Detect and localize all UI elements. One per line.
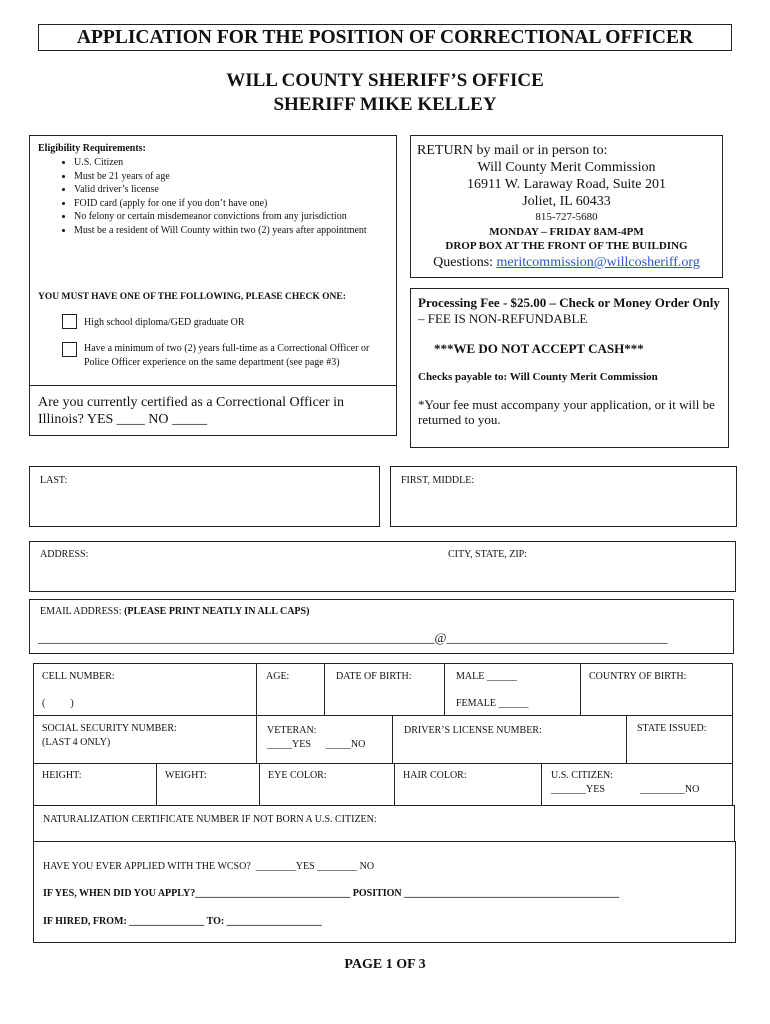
male-option[interactable]: MALE ______ [456,671,517,682]
experience-option-label: Have a minimum of two (2) years full-time as a Correctional Officer or Police Officer experience on the same department (see page #3) [84,343,370,368]
cell-number-label: CELL NUMBER: [42,671,115,682]
cell-number-field[interactable] [33,663,257,716]
license-label: DRIVER’S LICENSE NUMBER: [404,725,542,736]
fee-box [410,288,729,448]
weight-field[interactable] [156,763,260,806]
naturalization-label: NATURALIZATION CERTIFICATE NUMBER IF NOT BORN A U.S. CITIZEN: [43,814,377,825]
form-title-box [38,24,732,51]
sex-field [444,663,581,716]
age-label: AGE: [266,671,290,682]
email-label [40,606,309,617]
when-applied-line[interactable]: IF YES, WHEN DID YOU APPLY?_______________________________ POSITION ___________________________________________ [43,888,620,899]
naturalization-field[interactable] [33,805,735,842]
checks-payable: Checks payable to: Will County Merit Commission [418,371,658,383]
state-issued-label: STATE ISSUED: [637,723,707,734]
fee-amount: Processing Fee - $25.00 – Check or Money Order Only [418,295,720,310]
height-label: HEIGHT: [42,770,82,781]
eligibility-list [30,156,404,237]
email-field[interactable] [29,599,734,654]
list-item: • Must be a resident of Will County within two (2) years after appointment [74,224,404,238]
cell-area-code: ( ) [42,698,74,709]
eligibility-box [29,135,397,386]
last-name-field[interactable] [29,466,380,527]
diploma-checkbox[interactable] [62,314,77,329]
certified-answer[interactable]: Illinois? YES ____ NO _____ [38,412,208,427]
experience-checkbox[interactable] [62,342,77,357]
hair-color-field[interactable] [394,763,542,806]
ssn-field[interactable] [33,715,257,764]
height-field[interactable] [33,763,157,806]
questions-label: Questions: [433,255,497,270]
check-one-heading: YOU MUST HAVE ONE OF THE FOLLOWING, PLEASE CHECK ONE: [38,292,346,302]
applied-before-question[interactable]: HAVE YOU EVER APPLIED WITH THE WCSO? ________YES ________ NO [43,861,375,872]
age-field[interactable] [256,663,325,716]
hair-color-label: HAIR COLOR: [403,770,467,781]
email-label-text: EMAIL ADDRESS: [40,606,125,617]
first-middle-field[interactable] [390,466,737,527]
us-citizen-options[interactable]: _______YES _________NO [551,784,700,795]
veteran-label: VETERAN: [267,725,317,736]
eligibility-heading: Eligibility Requirements: [38,143,146,154]
page-number: PAGE 1 OF 3 [344,957,426,972]
address-field[interactable] [29,541,736,592]
state-issued-field[interactable] [626,715,733,764]
no-cash-notice: ***WE DO NOT ACCEPT CASH*** [434,341,644,356]
merit-email-link[interactable]: meritcommission@willcosheriff.org [496,255,700,270]
form-title: APPLICATION FOR THE POSITION OF CORRECTIONAL OFFICER [76,27,694,48]
diploma-option-label: High school diploma/GED graduate OR [84,317,245,328]
return-lead: RETURN by mail or in person to: [417,143,608,158]
eye-color-field[interactable] [259,763,395,806]
address-label: ADDRESS: [40,549,89,560]
fee-line [418,295,722,327]
return-org: Will County Merit Commission [477,160,656,175]
city-state-zip-label: CITY, STATE, ZIP: [448,549,528,560]
country-label: COUNTRY OF BIRTH: [589,671,687,682]
country-of-birth-field[interactable] [580,663,733,716]
return-dropbox: DROP BOX AT THE FRONT OF THE BUILDING [445,240,688,252]
certified-question: Are you currently certified as a Correctional Officer in [38,395,345,410]
eye-color-label: EYE COLOR: [268,770,327,781]
dob-field[interactable] [324,663,445,716]
last-name-label: LAST: [40,475,68,486]
list-item: • FOID card (apply for one if you don’t have one) [74,197,404,211]
prior-application-box [33,841,736,943]
return-hours: MONDAY – FRIDAY 8AM-4PM [489,226,644,238]
email-line[interactable]: _____________________________________________________________@__________________________________ [38,630,668,645]
us-citizen-field [541,763,733,806]
veteran-options[interactable]: _____YES _____NO [267,739,366,750]
return-info-box [410,135,723,278]
office-name: WILL COUNTY SHERIFF’S OFFICE [226,70,544,91]
hired-dates-line[interactable]: IF HIRED, FROM: _______________ TO: ___________________ [43,916,322,927]
dob-label: DATE OF BIRTH: [336,671,412,682]
first-middle-label: FIRST, MIDDLE: [401,475,475,486]
list-item: • U.S. Citizen [74,156,404,170]
sheriff-name: SHERIFF MIKE KELLEY [273,94,497,115]
fee-note: *Your fee must accompany your application, or it will be returned to you. [418,397,715,427]
list-item: • Must be 21 years of age [74,170,404,184]
female-option[interactable]: FEMALE ______ [456,698,529,709]
return-phone: 815-727-5680 [535,211,598,223]
list-item: • No felony or certain misdemeanor convictions from any jurisdiction [74,210,404,224]
drivers-license-field[interactable] [392,715,627,764]
return-questions [411,253,722,273]
weight-label: WEIGHT: [165,770,207,781]
fee-nonrefundable: – FEE IS NON-REFUNDABLE [418,311,588,326]
email-note: (PLEASE PRINT NEATLY IN ALL CAPS) [124,606,310,617]
list-item: • Valid driver’s license [74,183,404,197]
certified-box [29,385,397,436]
veteran-field [256,715,393,764]
us-citizen-label: U.S. CITIZEN: [551,770,613,781]
return-street: 16911 W. Laraway Road, Suite 201 [467,177,666,192]
return-city: Joliet, IL 60433 [522,194,611,209]
ssn-label: SOCIAL SECURITY NUMBER: [42,723,177,734]
ssn-note: (LAST 4 ONLY) [42,737,111,748]
